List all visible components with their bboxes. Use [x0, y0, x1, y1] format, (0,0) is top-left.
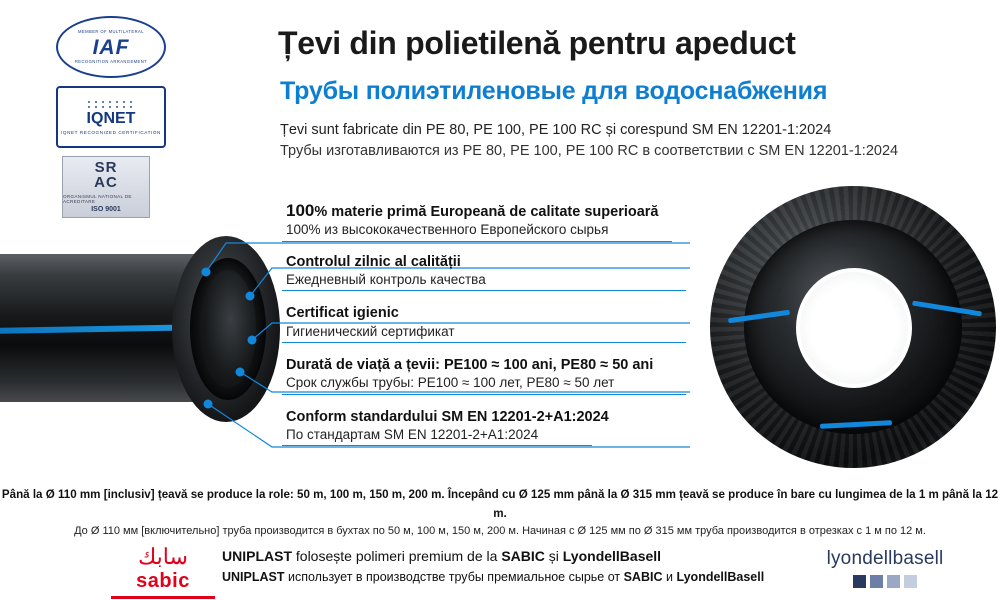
lyondell-brand-ru: LyondellBasell: [676, 569, 765, 584]
sabic-latin-wordmark: sabic: [136, 570, 190, 592]
feature-percent-sign: %: [314, 204, 328, 220]
feature-title-ru: По стандартам SM EN 12201-2+A1:2024: [286, 426, 539, 442]
feature-title-ro: Certificat igienic: [286, 305, 399, 322]
partner-statement-ro-mid: folosește polimeri premium de la: [292, 548, 502, 564]
pipe-photo: [0, 193, 300, 466]
intro-block: [280, 120, 990, 162]
feature-underline: [282, 445, 592, 446]
partner-statement-ru: [222, 568, 782, 587]
iqnet-dot-pattern: [86, 99, 136, 109]
uniplast-brand-ru: UNIPLAST: [222, 569, 285, 584]
partner-statement-ru-conj: и: [662, 569, 677, 584]
iaf-ring-top-text: MEMBER OF MULTILATERAL: [78, 29, 144, 35]
iqnet-sub-label: IQNET RECOGNIZED CERTIFICATION: [61, 129, 161, 135]
production-note: [0, 486, 1000, 541]
feature-title-ro: Durată de viață a țevii: PE100 ≈ 100 ani, PE80 ≈ 50 ani: [286, 357, 654, 374]
iso-9001-label: ISO 9001: [91, 205, 121, 213]
lyondell-brand-ro: LyondellBasell: [562, 548, 662, 564]
sabic-arabic-wordmark: سابك: [138, 544, 188, 569]
feature-item: [286, 253, 726, 289]
feature-item: [286, 304, 726, 340]
ac-label: AC: [94, 173, 118, 191]
feature-title-ru: Гигиенический сертификат: [286, 323, 455, 339]
production-note-ru: До Ø 110 мм [включительно] труба производится в бухтах по 50 м, 100 м, 150 м, 200 м. Начиная с Ø 125 мм по Ø 315 мм труба производится в отрезках с 1 м по 12 м.: [74, 525, 926, 538]
production-note-ro: Până la Ø 110 mm [inclusiv] țeavă se produce la role: 50 m, 100 m, 150 m, 200 m. Începând cu Ø 125 mm până la Ø 315 mm țeavă se produce în bare cu lungimea de la 1 m până la 12 m.: [1, 488, 999, 520]
sabic-underline: [111, 596, 215, 599]
intro-text-ru: Трубы изготавливаются из PE 80, PE 100, PE 100 RC в соответствии с SM EN 12201-1:2024: [280, 143, 899, 160]
lyondellbasell-blocks-icon: [800, 575, 970, 588]
uniplast-brand-ro: UNIPLAST: [222, 548, 292, 564]
coil-center-hole-inner: [800, 272, 908, 384]
feature-title-ro: Controlul zilnic al calității: [286, 253, 461, 270]
feature-list: [286, 200, 726, 453]
page-title-ro: Țevi din polietilenă pentru apeduct: [278, 25, 796, 61]
feature-underline: [282, 394, 686, 395]
certification-badges: [56, 16, 186, 226]
feature-title-ro: [286, 200, 726, 221]
pipe-bore-inner: [200, 270, 256, 388]
iqnet-label: IQNET: [86, 109, 136, 127]
feature-title-ro: Conform standardului SM EN 12201-2+A1:2024: [286, 408, 609, 425]
iqnet-badge: [56, 86, 186, 148]
feature-underline: [282, 342, 686, 343]
feature-percent-value: 100: [286, 201, 315, 220]
iaf-label: IAF: [92, 35, 130, 59]
iaf-ring-bottom-text: RECOGNITION ARRANGEMENT: [74, 58, 148, 64]
lyondellbasell-wordmark: lyondellbasell: [826, 548, 944, 569]
feature-item: [286, 356, 726, 392]
intro-text-ro: Țevi sunt fabricate din PE 80, PE 100, PE 100 RC și corespund SM EN 12201-1:2024: [280, 122, 832, 138]
sr-label: SR: [94, 159, 118, 177]
lyondellbasell-logo: [800, 548, 970, 588]
sabic-brand-ru: SABIC: [623, 569, 663, 584]
feature-title-ro-text: materie primă Europeană de calitate superioară: [327, 204, 659, 220]
feature-title-ru: 100% из высококачественного Европейского сырья: [286, 222, 609, 238]
sabic-brand-ro: SABIC: [501, 548, 545, 564]
feature-title-ru: Срок службы трубы: PE100 ≈ 100 лет, PE80 ≈ 50 лет: [286, 375, 615, 391]
page-title-ru: Трубы полиэтиленовые для водоснабжения: [280, 77, 828, 105]
sr-ac-sub-label: ORGANISMUL NATIONAL DE ACREDITARE: [63, 193, 132, 204]
iaf-badge: [56, 16, 186, 78]
partner-statement-ru-mid: использует в производстве трубы премиальное сырье от: [284, 569, 624, 584]
partner-statement-ro: [222, 546, 782, 568]
sabic-logo: [108, 546, 218, 599]
pipe-coil-photo: [700, 186, 1000, 468]
partner-statement-ro-conj: și: [544, 548, 563, 564]
feature-item: [286, 408, 726, 444]
feature-underline: [282, 241, 672, 242]
partner-statement: [222, 546, 782, 587]
feature-underline: [282, 290, 686, 291]
feature-item: [286, 200, 726, 239]
feature-title-ru: Ежедневный контроль качества: [286, 271, 486, 287]
